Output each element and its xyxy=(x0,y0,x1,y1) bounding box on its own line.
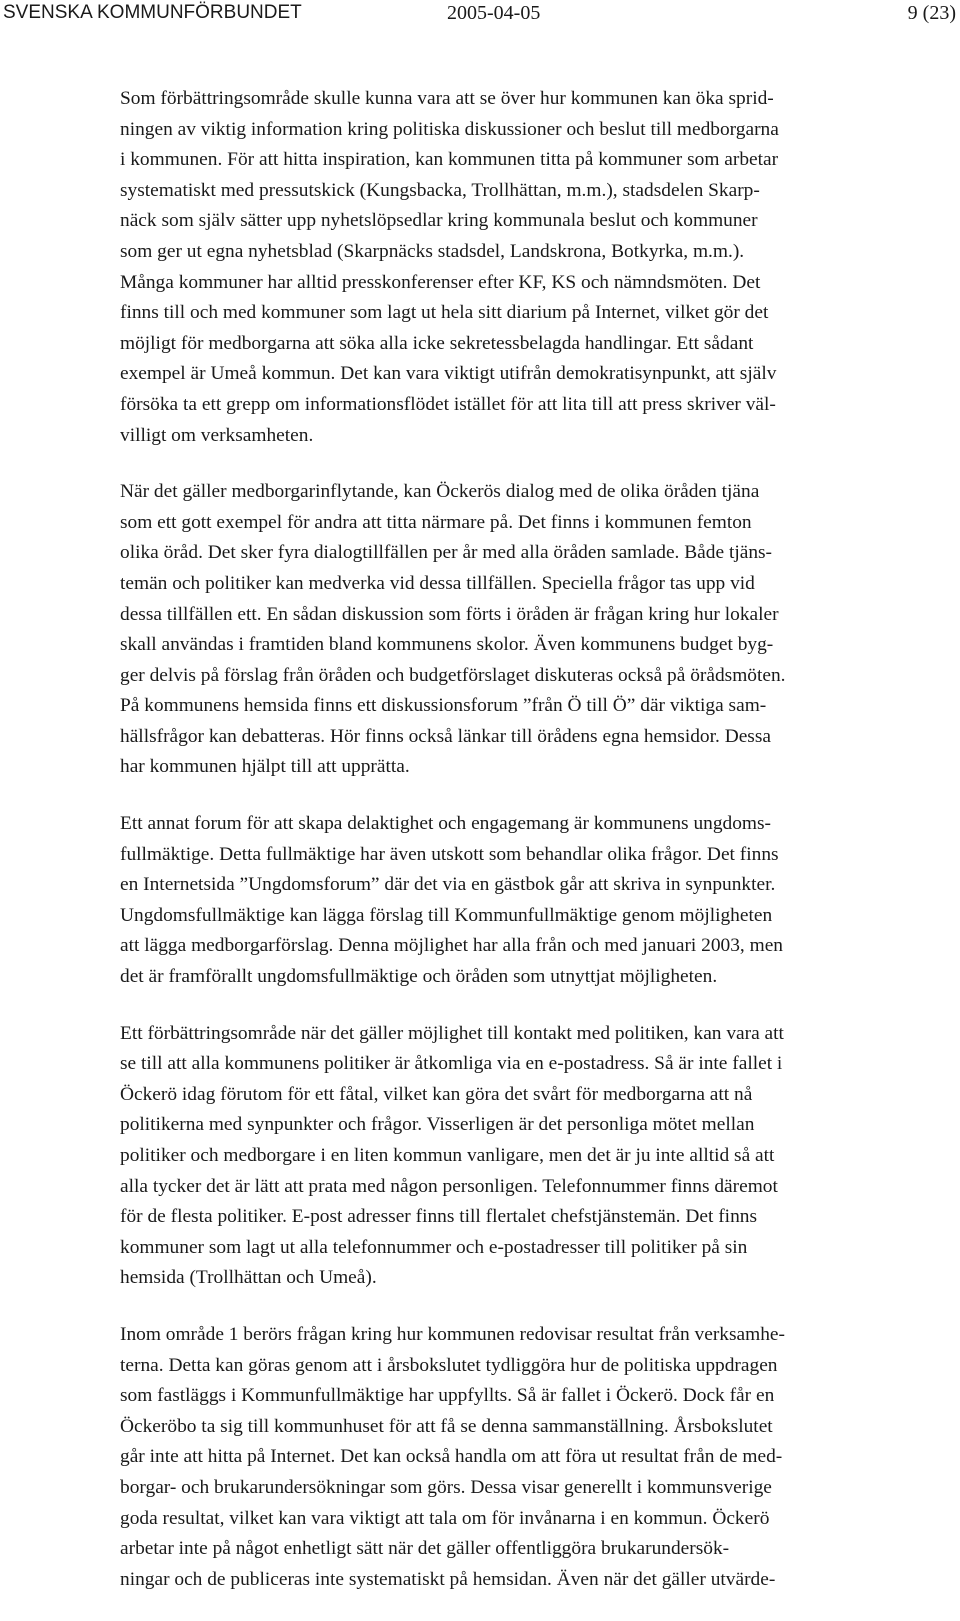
text-line: hällsfrågor kan debatteras. Hör finns också länkar till örådens egna hemsidor. Dessa xyxy=(120,725,771,747)
header-date: 2005-04-05 xyxy=(447,2,541,24)
text-line: terna. Detta kan göras genom att i årsbokslutet tydliggöra hur de politiska uppdragen xyxy=(120,1354,778,1376)
text-line: systematiskt med pressutskick (Kungsbacka, Trollhättan, m.m.), stadsdelen Skarp- xyxy=(120,179,760,201)
paragraph xyxy=(120,84,960,451)
text-line: Inom område 1 berörs frågan kring hur kommunen redovisar resultat från verksamhe- xyxy=(120,1323,785,1345)
text-line: som ger ut egna nyhetsblad (Skarpnäcks stadsdel, Landskrona, Botkyrka, m.m.). xyxy=(120,240,745,262)
text-line: som ett gott exempel för andra att titta närmare på. Det finns i kommunen femton xyxy=(120,511,752,533)
text-line: har kommunen hjälpt till att upprätta. xyxy=(120,756,410,778)
document-body xyxy=(120,84,960,1621)
text-line: försöka ta ett grepp om informationsflödet istället för att lita till att press skriver väl- xyxy=(120,393,776,415)
text-line: När det gäller medborgarinflytande, kan Öckerös dialog med de olika öråden tjäna xyxy=(120,481,760,503)
paragraph xyxy=(120,1019,960,1294)
text-line: Många kommuner har alltid presskonferenser efter KF, KS och nämndsmöten. Det xyxy=(120,271,761,293)
paragraph xyxy=(120,809,960,993)
text-line: ningar och de publiceras inte systematiskt på hemsidan. Även när det gäller utvärde- xyxy=(120,1568,776,1590)
text-line: möjligt för medborgarna att söka alla icke sekretessbelagda handlingar. Ett sådant xyxy=(120,332,754,354)
text-line: alla tycker det är lätt att prata med någon personligen. Telefonnummer finns däremot xyxy=(120,1175,778,1197)
text-line: skall användas i framtiden bland kommunens skolor. Även kommunens budget byg- xyxy=(120,634,774,656)
text-line: goda resultat, vilket kan vara viktigt att tala om för invånarna i en kommun. Öckerö xyxy=(120,1507,770,1529)
text-line: i kommunen. För att hitta inspiration, kan kommunen titta på kommuner som arbetar xyxy=(120,149,779,171)
text-line: Ett annat forum för att skapa delaktighet och engagemang är kommunens ungdoms- xyxy=(120,813,772,835)
text-line: ger delvis på förslag från öråden och budgetförslaget diskuteras också på örådsmöten. xyxy=(120,664,786,686)
text-line: att lägga medborgarförslag. Denna möjlighet har alla från och med januari 2003, men xyxy=(120,935,784,957)
text-line: se till att alla kommunens politiker är åtkomliga via en e-postadress. Så är inte fallet i xyxy=(120,1053,783,1075)
text-line: det är framförallt ungdomsfullmäktige och öråden som utnyttjat möjligheten. xyxy=(120,966,718,988)
text-line: politiker och medborgare i en liten kommun vanligare, men det är ju inte alltid så att xyxy=(120,1145,775,1166)
text-line: kommuner som lagt ut alla telefonnummer och e-postadresser till politiker på sin xyxy=(120,1236,748,1258)
text-line: näck som själv sätter upp nyhetslöpsedlar kring kommunala beslut och kommuner xyxy=(120,210,758,232)
text-line: hemsida (Trollhättan och Umeå). xyxy=(120,1267,377,1289)
text-line: som fastläggs i Kommunfullmäktige har uppfyllts. Så är fallet i Öckerö. Dock får en xyxy=(120,1385,775,1407)
text-line: På kommunens hemsida finns ett diskussionsforum ”från Ö till Ö” där viktiga sam- xyxy=(120,695,767,717)
text-line: fullmäktige. Detta fullmäktige har även utskott som behandlar olika frågor. Det finns xyxy=(120,843,779,865)
text-line: Ungdomsfullmäktige kan lägga förslag till Kommunfullmäktige genom möjligheten xyxy=(120,904,773,926)
text-line: Ett förbättringsområde när det gäller möjlighet till kontakt med politiken, kan vara att xyxy=(120,1022,784,1044)
header-page-number: 9 (23) xyxy=(907,2,956,24)
text-line: dessa tillfällen ett. En sådan diskussion som förts i öråden är frågan kring hur lokaler xyxy=(120,603,779,625)
page-header xyxy=(0,0,960,26)
text-line: Öckerö idag förutom för ett fåtal, vilket kan göra det svårt för medborgarna att nå xyxy=(120,1083,753,1105)
paragraph xyxy=(120,1320,960,1595)
text-line: politikerna med synpunkter och frågor. Visserligen är det personliga mötet mellan xyxy=(120,1114,755,1136)
text-line: för de flesta politiker. E-post adresser finns till flertalet chefstjänstemän. Det finns xyxy=(120,1206,758,1228)
text-line: går inte att hitta på Internet. Det kan också handla om att föra ut resultat från de med- xyxy=(120,1446,783,1468)
paragraph xyxy=(120,477,960,783)
text-line: en Internetsida ”Ungdomsforum” där det via en gästbok går att skriva in synpunkter. xyxy=(120,874,776,896)
text-line: ningen av viktig information kring politiska diskussioner och beslut till medborgarna xyxy=(120,118,779,140)
text-line: Som förbättringsområde skulle kunna vara att se över hur kommunen kan öka sprid- xyxy=(120,88,774,109)
text-line: olika öråd. Det sker fyra dialogtillfällen per år med alla öråden samlade. Både tjäns- xyxy=(120,542,773,564)
header-organization: SVENSKA KOMMUNFÖRBUNDET xyxy=(3,2,302,23)
text-line: borgar- och brukarundersökningar som görs. Dessa visar generellt i kommunsverige xyxy=(120,1476,772,1498)
text-line: villigt om verksamheten. xyxy=(120,424,314,446)
text-line: arbetar inte på något enhetligt sätt när det gäller offentliggöra brukarundersök- xyxy=(120,1538,730,1560)
text-line: temän och politiker kan medverka vid dessa tillfällen. Speciella frågor tas upp vid xyxy=(120,572,755,594)
text-line: finns till och med kommuner som lagt ut hela sitt diarium på Internet, vilket gör det xyxy=(120,302,769,324)
text-line: Öckeröbo ta sig till kommunhuset för att få se denna sammanställning. Årsbokslutet xyxy=(120,1415,773,1437)
text-line: exempel är Umeå kommun. Det kan vara viktigt utifrån demokratisynpunkt, att själv xyxy=(120,363,777,385)
